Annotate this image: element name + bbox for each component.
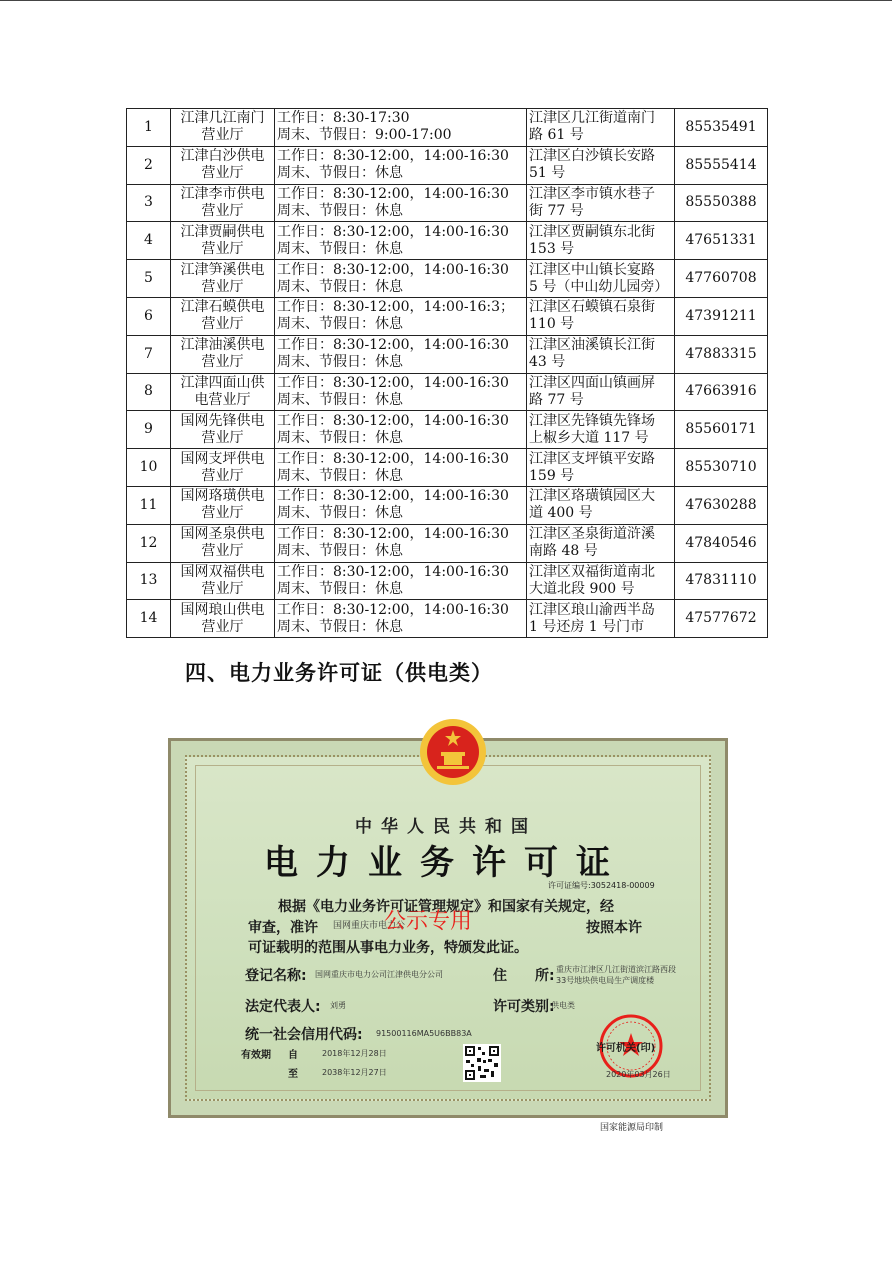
validity-from-date: 2018年12月28日 [322, 1049, 387, 1058]
address-line: 街 77 号 [529, 202, 584, 219]
hours-line: 周末、节假日：休息 [277, 278, 403, 295]
hall-name-line: 国网支坪供电 [180, 450, 265, 467]
table-row [127, 449, 768, 487]
public-notice-stamp: 公示专用 [384, 909, 473, 934]
credit-code-value: 91500116MA5U6BB83A [376, 1029, 472, 1038]
hall-name-line: 营业厅 [201, 165, 244, 182]
hours-line: 周末、节假日：休息 [277, 505, 403, 522]
hall-name-line: 营业厅 [201, 580, 244, 597]
hall-name-line: 江津石蟆供电 [180, 299, 265, 316]
address-line: 江津区油溪镇长江街 [529, 337, 655, 354]
hours-line: 工作日：8:30-12:00，14:00-16:30 [277, 450, 509, 467]
phone-cell: 85530710 [675, 449, 768, 487]
hours-line: 工作日：8:30-12:00，14:00-16:30 [277, 337, 509, 354]
hours-cell [275, 562, 527, 600]
address-line: 路 61 号 [529, 127, 584, 144]
hall-name-line: 国网先锋供电 [180, 412, 265, 429]
address-value-line-1: 重庆市江津区几江街道滨江路西段 [556, 965, 676, 974]
address-cell [527, 524, 675, 562]
phone-cell: 85535491 [675, 109, 768, 147]
table-row [127, 524, 768, 562]
hours-line: 周末、节假日：休息 [277, 580, 403, 597]
hall-name-line: 营业厅 [201, 429, 244, 446]
address-line: 5 号（中山幼儿园旁） [529, 278, 669, 295]
hall-name-cell [171, 373, 275, 411]
hours-cell [275, 486, 527, 524]
row-number-cell: 9 [127, 411, 171, 449]
hall-name-cell [171, 524, 275, 562]
row-number-cell: 7 [127, 335, 171, 373]
credit-code-label: 统一社会信用代码: [245, 1027, 363, 1043]
row-number-cell: 13 [127, 562, 171, 600]
address-line: 江津区几江街道南门 [529, 110, 655, 127]
row-number-cell: 1 [127, 109, 171, 147]
address-cell [527, 562, 675, 600]
hours-line: 工作日：8:30-17:30 [277, 110, 410, 127]
phone-cell: 47760708 [675, 260, 768, 298]
service-hall-table-body [127, 109, 768, 638]
phone-cell: 47663916 [675, 373, 768, 411]
address-cell [527, 297, 675, 335]
certificate-body-company: 国网重庆市电力公 [333, 921, 406, 931]
validity-label: 有效期 [241, 1050, 271, 1061]
address-line: 153 号 [529, 240, 575, 257]
hall-name-line: 国网琅山供电 [180, 601, 265, 618]
hall-name-line: 营业厅 [201, 316, 244, 333]
table-row [127, 260, 768, 298]
hall-name-line: 江津四面山供 [180, 374, 265, 391]
hall-name-line: 电营业厅 [194, 391, 251, 408]
phone-cell: 85555414 [675, 146, 768, 184]
row-number-cell: 5 [127, 260, 171, 298]
hours-cell [275, 449, 527, 487]
address-line: 江津区支坪镇平安路 [529, 450, 655, 467]
hours-line: 工作日：8:30-12:00，14:00-16:30 [277, 148, 509, 165]
certificate-title: 电力业务许可证 [264, 843, 628, 883]
row-number-cell: 3 [127, 184, 171, 222]
service-hall-table [126, 108, 768, 638]
row-number-cell: 6 [127, 297, 171, 335]
hours-cell [275, 335, 527, 373]
address-line: 江津区白沙镇长安路 [529, 148, 655, 165]
hall-name-line: 国网珞璜供电 [180, 488, 265, 505]
hours-line: 周末、节假日：休息 [277, 429, 403, 446]
hall-name-line: 营业厅 [201, 505, 244, 522]
hours-cell [275, 222, 527, 260]
hours-line: 工作日：8:30-12:00，14:00-16:30 [277, 526, 509, 543]
registered-name-value: 国网重庆市电力公司江津供电分公司 [315, 970, 443, 979]
row-number-cell: 12 [127, 524, 171, 562]
legal-representative-value: 刘勇 [330, 1001, 346, 1010]
phone-cell: 47391211 [675, 297, 768, 335]
legal-representative-label: 法定代表人: [245, 999, 321, 1015]
certificate-body-line-2a: 审查，准许 [248, 920, 318, 936]
address-cell [527, 449, 675, 487]
row-number-cell: 2 [127, 146, 171, 184]
address-line: 江津区珞璜镇园区大 [529, 488, 655, 505]
hall-name-cell [171, 600, 275, 638]
table-row [127, 184, 768, 222]
address-line: 上椒乡大道 117 号 [529, 429, 649, 446]
validity-to-date: 2038年12月27日 [322, 1068, 387, 1077]
table-row [127, 335, 768, 373]
table-row [127, 600, 768, 638]
address-line: 159 号 [529, 467, 575, 484]
hall-name-line: 江津李市供电 [180, 185, 265, 202]
license-category-label: 许可类别: [493, 999, 555, 1015]
address-line: 江津区贾嗣镇东北街 [529, 223, 655, 240]
hall-name-line: 江津笋溪供电 [180, 261, 265, 278]
address-line: 江津区石蟆镇石泉街 [529, 299, 655, 316]
hall-name-cell [171, 222, 275, 260]
address-line: 江津区圣泉街道浒溪 [529, 526, 655, 543]
address-line: 110 号 [529, 316, 575, 333]
certificate-country: 中华人民共和国 [355, 817, 537, 837]
address-line: 江津区先锋镇先锋场 [529, 412, 655, 429]
table-row [127, 411, 768, 449]
phone-cell: 47840546 [675, 524, 768, 562]
phone-cell: 47883315 [675, 335, 768, 373]
address-value-line-2: 33号地块供电局生产调度楼 [556, 976, 655, 985]
hall-name-cell [171, 449, 275, 487]
hours-cell [275, 373, 527, 411]
hall-name-line: 营业厅 [201, 618, 244, 635]
top-rule [0, 0, 892, 1]
row-number-cell: 8 [127, 373, 171, 411]
row-number-cell: 4 [127, 222, 171, 260]
address-cell [527, 222, 675, 260]
table-row [127, 373, 768, 411]
table-row [127, 562, 768, 600]
hall-name-cell [171, 146, 275, 184]
table-row [127, 109, 768, 147]
hours-cell [275, 524, 527, 562]
hours-line: 周末、节假日：休息 [277, 354, 403, 371]
hours-line: 周末、节假日：休息 [277, 543, 403, 560]
address-label: 住 所: [493, 968, 555, 984]
issuing-authority-label: 许可机关(印) [596, 1043, 656, 1054]
address-line: 江津区双福街道南北 [529, 563, 655, 580]
address-cell [527, 335, 675, 373]
hours-line: 工作日：8:30-12:00，14:00-16:30 [277, 261, 509, 278]
hours-line: 工作日：8:30-12:00，14:00-16:30 [277, 488, 509, 505]
issue-date: 2020年03月26日 [606, 1070, 671, 1079]
hours-line: 工作日：8:30-12:00，14:00-16:30 [277, 223, 509, 240]
address-cell [527, 486, 675, 524]
hall-name-line: 营业厅 [201, 127, 244, 144]
address-line: 大道北段 900 号 [529, 580, 635, 597]
hall-name-cell [171, 297, 275, 335]
hours-cell [275, 260, 527, 298]
row-number-cell: 10 [127, 449, 171, 487]
address-line: 江津区中山镇长宴路 [529, 261, 655, 278]
hours-line: 周末、节假日：休息 [277, 165, 403, 182]
hours-line: 周末、节假日：9:00-17:00 [277, 127, 452, 144]
hall-name-line: 营业厅 [201, 543, 244, 560]
address-cell [527, 109, 675, 147]
address-line: 路 77 号 [529, 391, 584, 408]
hall-name-cell [171, 260, 275, 298]
hours-line: 工作日：8:30-12:00，14:00-16:30 [277, 374, 509, 391]
hours-cell [275, 600, 527, 638]
hours-line: 工作日：8:30-12:00，14:00-16:30 [277, 563, 509, 580]
phone-cell: 85560171 [675, 411, 768, 449]
validity-from-label: 自 [288, 1050, 298, 1061]
hall-name-line: 江津几江南门 [180, 110, 265, 127]
hours-cell [275, 411, 527, 449]
address-line: 51 号 [529, 165, 566, 182]
registered-name-label: 登记名称: [245, 968, 307, 984]
address-line: 南路 48 号 [529, 543, 598, 560]
hall-name-cell [171, 335, 275, 373]
hall-name-line: 营业厅 [201, 202, 244, 219]
section-title: 四、电力业务许可证（供电类） [185, 661, 493, 685]
hours-cell [275, 184, 527, 222]
address-line: 1 号还房 1 号门市 [529, 618, 645, 635]
hours-line: 周末、节假日：休息 [277, 240, 403, 257]
hours-line: 周末、节假日：休息 [277, 391, 403, 408]
hours-line: 工作日：8:30-12:00，14:00-16:30 [277, 601, 509, 618]
address-line: 43 号 [529, 354, 566, 371]
certificate-body-line-3: 可证载明的范围从事电力业务，特颁发此证。 [248, 940, 528, 956]
qr-code-icon [463, 1044, 501, 1082]
address-cell [527, 260, 675, 298]
hall-name-cell [171, 184, 275, 222]
hall-name-line: 江津油溪供电 [180, 337, 265, 354]
hours-line: 工作日：8:30-12:00，14:00-16:30 [277, 412, 509, 429]
address-cell [527, 146, 675, 184]
license-category-value: 供电类 [551, 1001, 575, 1010]
row-number-cell: 11 [127, 486, 171, 524]
hours-line: 周末、节假日：休息 [277, 316, 403, 333]
certificate-body-line-1: 根据《电力业务许可证管理规定》和国家有关规定，经 [278, 899, 614, 915]
phone-cell: 47630288 [675, 486, 768, 524]
hall-name-line: 营业厅 [201, 240, 244, 257]
hall-name-line: 江津白沙供电 [180, 148, 265, 165]
phone-cell: 85550388 [675, 184, 768, 222]
hours-line: 工作日：8:30-12:00，14:00-16:30 [277, 185, 509, 202]
hours-line: 周末、节假日：休息 [277, 618, 403, 635]
address-cell [527, 411, 675, 449]
phone-cell: 47651331 [675, 222, 768, 260]
address-cell [527, 600, 675, 638]
hall-name-line: 营业厅 [201, 467, 244, 484]
table-row [127, 222, 768, 260]
address-cell [527, 184, 675, 222]
hall-name-line: 国网圣泉供电 [180, 526, 265, 543]
hall-name-line: 营业厅 [201, 354, 244, 371]
table-row [127, 297, 768, 335]
hall-name-line: 营业厅 [201, 278, 244, 295]
license-number: 许可证编号:3052418-00009 [548, 881, 655, 890]
validity-to-label: 至 [288, 1069, 298, 1080]
hall-name-cell [171, 411, 275, 449]
phone-cell: 47831110 [675, 562, 768, 600]
address-line: 江津区琅山渝西半岛 [529, 601, 655, 618]
certificate-body-line-2b: 按照本许 [586, 920, 642, 936]
hall-name-line: 江津贾嗣供电 [180, 223, 265, 240]
table-row [127, 146, 768, 184]
address-cell [527, 373, 675, 411]
address-line: 道 400 号 [529, 505, 593, 522]
address-line: 江津区四面山镇画屏 [529, 374, 655, 391]
hall-name-cell [171, 109, 275, 147]
printed-by-note: 国家能源局印制 [600, 1123, 664, 1133]
hours-line: 工作日：8:30-12:00，14:00-16:3； [277, 299, 515, 316]
table-row [127, 486, 768, 524]
national-emblem-icon [417, 716, 489, 788]
hours-line: 周末、节假日：休息 [277, 467, 403, 484]
hours-line: 周末、节假日：休息 [277, 202, 403, 219]
hours-cell [275, 297, 527, 335]
phone-cell: 47577672 [675, 600, 768, 638]
hall-name-cell [171, 562, 275, 600]
hours-cell [275, 109, 527, 147]
hall-name-line: 国网双福供电 [180, 563, 265, 580]
row-number-cell: 14 [127, 600, 171, 638]
address-line: 江津区李市镇水巷子 [529, 185, 655, 202]
hours-cell [275, 146, 527, 184]
hall-name-cell [171, 486, 275, 524]
